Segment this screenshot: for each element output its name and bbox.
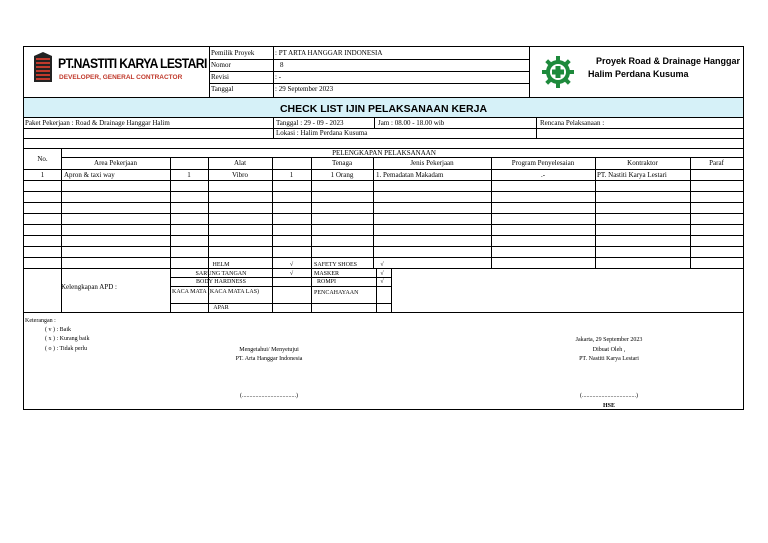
info-location: Lokasi : Halim Perdana Kusuma — [276, 129, 368, 137]
title-bar — [24, 97, 743, 118]
project-title-line2: Halim Perdana Kusuma — [588, 69, 689, 79]
revision-value: : - — [275, 73, 282, 81]
apd-mask-check: √ — [380, 271, 384, 277]
header-labor: Tenaga — [331, 159, 353, 167]
apd-vest: ROMPI — [317, 279, 337, 285]
apd-glasses: KACA MATA (KACA MATA LAS) — [172, 289, 260, 295]
row1-qty2: 1 — [289, 171, 294, 179]
sign-right-caption: Dibuat Oleh , — [592, 347, 626, 353]
building-icon — [32, 52, 54, 84]
sign-left-blank: (....................................) — [240, 393, 298, 399]
k3-safety-icon — [540, 54, 576, 90]
header-type: Jenis Pekerjaan — [410, 159, 454, 167]
apd-helm: HELM — [212, 262, 230, 268]
header-sign: Paraf — [709, 159, 724, 167]
info-hours: Jam : 08.00 - 18.00 wib — [378, 119, 445, 127]
company-subtitle: DEVELOPER, GENERAL CONTRACTOR — [59, 74, 183, 81]
apd-vest-check: √ — [380, 279, 384, 285]
header-no: No. — [37, 155, 48, 163]
form-title: CHECK LIST IJIN PELAKSANAAN KERJA — [279, 103, 488, 115]
company-name: PT.NASTITI KARYA LESTARI — [58, 56, 207, 71]
info-date: Tanggal : 29 - 09 - 2023 — [276, 119, 344, 127]
note-less: ( x ) : Kurang baik — [45, 336, 90, 342]
project-title-line1: Proyek Road & Drainage Hanggar — [596, 56, 741, 66]
sign-right-date: Jakarta, 29 September 2023 — [575, 337, 643, 343]
group-header: PELENGKAPAN PELAKSANAAN — [332, 149, 436, 157]
row1-labor: 1 Orang — [330, 171, 354, 179]
date-value: : 29 September 2023 — [275, 85, 334, 93]
apd-shoes-check: √ — [380, 262, 384, 268]
apd-gloves-check: √ — [289, 271, 294, 277]
revision-label: Revisi — [211, 73, 229, 81]
apd-lighting: PENCAHAYAAN — [314, 290, 359, 296]
apd-label: Kelengkapan APD : — [61, 283, 117, 291]
sign-right-company: PT. Nastiti Karya Lestari — [579, 356, 639, 362]
row1-program: .- — [540, 171, 546, 179]
apd-apar: APAR — [213, 305, 229, 311]
number-label: Nomor — [211, 61, 231, 69]
execution-plan: Rencana Pelaksanaan : — [540, 119, 605, 127]
apd-body-hardness: BODY HARDNESS — [196, 279, 246, 285]
row1-area: Apron & taxi way — [64, 171, 115, 179]
apd-mask: MASKER — [314, 271, 340, 277]
owner-label: Pemilik Proyek — [211, 49, 255, 57]
date-label: Tanggal — [211, 85, 234, 93]
row1-type: 1. Pemadatan Makadam — [376, 171, 444, 179]
header-tool: Alat — [233, 159, 247, 167]
header-program: Program Penyelesaian — [511, 159, 575, 167]
apd-safety-shoes: SAFETY SHOES — [314, 262, 357, 268]
header-contractor: Kontraktor — [627, 159, 658, 167]
sign-left-caption: Mengetahui/ Menyetujui — [239, 347, 299, 353]
sign-right-blank: (....................................) — [580, 393, 638, 399]
number-value: 8 — [280, 61, 284, 69]
apd-gloves: SARUNG TANGAN — [195, 271, 247, 277]
row1-qty1: 1 — [187, 171, 191, 179]
apd-helm-check: √ — [289, 262, 294, 268]
checklist-form — [23, 46, 744, 410]
note-good: ( v ) : Baik — [45, 327, 71, 333]
header-area: Area Pekerjaan — [94, 159, 137, 167]
sign-right-role: HSE — [602, 403, 615, 409]
row1-contractor: PT. Nastiti Karya Lestari — [597, 171, 667, 179]
owner-value: : PT ARTA HANGGAR INDONESIA — [275, 49, 383, 57]
row1-no: 1 — [40, 171, 45, 179]
work-package: Paket Pekerjaan : Road & Drainage Hanggar Halim — [25, 119, 170, 127]
sign-left-company: PT. Arta Hanggar Indonesia — [235, 356, 303, 362]
company-logo — [32, 51, 212, 87]
notes-title: Keterangan : — [25, 318, 56, 324]
row1-tool: Vibro — [232, 171, 248, 179]
note-na: ( o ) : Tidak perlu — [45, 346, 88, 352]
